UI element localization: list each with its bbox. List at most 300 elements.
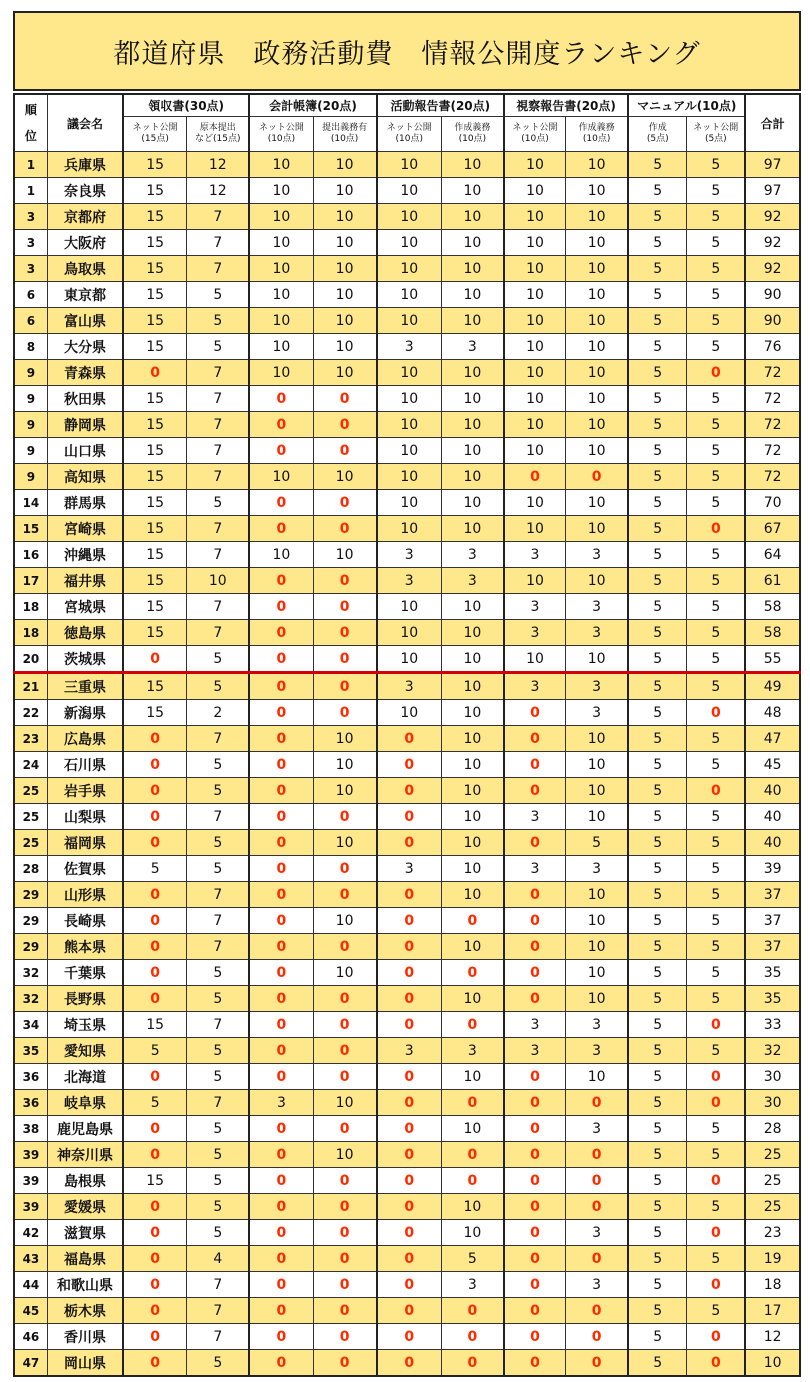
- score-cell: 15: [123, 438, 187, 464]
- table-row: [14, 1350, 800, 1377]
- score-cell: 3: [249, 1090, 313, 1116]
- score-cell: 5: [628, 726, 687, 752]
- total-cell: 76: [745, 334, 800, 360]
- score-cell: 0: [377, 908, 442, 934]
- score-cell: 0: [504, 1090, 566, 1116]
- score-cell: 5: [628, 490, 687, 516]
- score-cell: 0: [566, 1298, 629, 1324]
- score-cell: 10: [249, 464, 313, 490]
- assembly-name-cell: 鳥取県: [47, 256, 123, 282]
- score-cell: 7: [187, 438, 250, 464]
- rank-cell: 20: [14, 646, 47, 673]
- score-cell: 0: [249, 700, 313, 726]
- score-cell: 10: [377, 700, 442, 726]
- rank-cell: 36: [14, 1064, 47, 1090]
- score-cell: 3: [504, 856, 566, 882]
- score-cell: 3: [566, 620, 629, 646]
- score-cell: 5: [687, 620, 746, 646]
- score-cell: 15: [123, 542, 187, 568]
- score-cell: 5: [628, 804, 687, 830]
- score-cell: 0: [377, 1012, 442, 1038]
- score-cell: 0: [249, 1246, 313, 1272]
- score-cell: 0: [123, 726, 187, 752]
- score-cell: 5: [628, 464, 687, 490]
- score-cell: 0: [377, 1090, 442, 1116]
- score-cell: 5: [187, 856, 250, 882]
- assembly-name-cell: 山形県: [47, 882, 123, 908]
- total-cell: 48: [745, 700, 800, 726]
- assembly-name-cell: 埼玉県: [47, 1012, 123, 1038]
- score-cell: 3: [504, 673, 566, 700]
- score-cell: 7: [187, 412, 250, 438]
- score-cell: 5: [628, 778, 687, 804]
- score-cell: 0: [687, 700, 746, 726]
- score-cell: 5: [187, 1220, 250, 1246]
- score-cell: 10: [441, 152, 504, 178]
- score-cell: 0: [123, 752, 187, 778]
- rank-cell: 16: [14, 542, 47, 568]
- score-cell: 0: [123, 1142, 187, 1168]
- score-cell: 10: [566, 778, 629, 804]
- subheader-1-0: [249, 117, 313, 152]
- score-cell: 0: [504, 464, 566, 490]
- table-row: [14, 1142, 800, 1168]
- rank-cell: 21: [14, 673, 47, 700]
- score-cell: 10: [566, 334, 629, 360]
- score-cell: 0: [504, 882, 566, 908]
- score-cell: 0: [313, 568, 377, 594]
- score-cell: 10: [377, 516, 442, 542]
- score-cell: 5: [687, 1194, 746, 1220]
- score-cell: 0: [249, 882, 313, 908]
- table-row: [14, 752, 800, 778]
- score-cell: 10: [566, 386, 629, 412]
- score-cell: 5: [628, 152, 687, 178]
- assembly-name-cell: 佐賀県: [47, 856, 123, 882]
- rank-cell: 29: [14, 908, 47, 934]
- assembly-name-cell: 長野県: [47, 986, 123, 1012]
- score-cell: 15: [123, 1012, 187, 1038]
- total-header: 合計: [745, 94, 800, 152]
- score-cell: 5: [687, 804, 746, 830]
- score-cell: 0: [313, 986, 377, 1012]
- score-cell: 3: [441, 1038, 504, 1064]
- score-cell: 0: [313, 882, 377, 908]
- total-cell: 18: [745, 1272, 800, 1298]
- score-cell: 3: [504, 804, 566, 830]
- score-cell: 0: [377, 804, 442, 830]
- score-cell: 5: [628, 412, 687, 438]
- score-cell: 0: [441, 1350, 504, 1377]
- score-cell: 10: [566, 438, 629, 464]
- score-cell: 0: [313, 1350, 377, 1377]
- score-cell: 3: [441, 1272, 504, 1298]
- rank-cell: 44: [14, 1272, 47, 1298]
- score-cell: 10: [566, 516, 629, 542]
- subheader-line: 提出義務有: [322, 123, 368, 133]
- score-cell: 5: [687, 1298, 746, 1324]
- score-cell: 5: [187, 308, 250, 334]
- score-cell: 0: [123, 830, 187, 856]
- score-cell: 2: [187, 700, 250, 726]
- score-cell: 0: [123, 1220, 187, 1246]
- score-cell: 5: [628, 1272, 687, 1298]
- score-cell: 3: [566, 673, 629, 700]
- score-cell: 0: [249, 412, 313, 438]
- score-cell: 0: [313, 804, 377, 830]
- score-cell: 15: [123, 230, 187, 256]
- score-cell: 10: [566, 308, 629, 334]
- score-cell: 5: [628, 178, 687, 204]
- score-cell: 10: [504, 178, 566, 204]
- score-cell: 0: [313, 700, 377, 726]
- total-cell: 72: [745, 412, 800, 438]
- total-cell: 40: [745, 830, 800, 856]
- score-cell: 0: [123, 1272, 187, 1298]
- score-cell: 10: [504, 152, 566, 178]
- total-cell: 12: [745, 1324, 800, 1350]
- assembly-name-cell: 北海道: [47, 1064, 123, 1090]
- score-cell: 10: [249, 204, 313, 230]
- table-row: [14, 360, 800, 386]
- score-cell: 0: [249, 1012, 313, 1038]
- score-cell: 10: [566, 412, 629, 438]
- total-cell: 37: [745, 934, 800, 960]
- score-cell: 15: [123, 464, 187, 490]
- group-header-activity-report: 活動報告書(20点): [377, 94, 504, 117]
- score-cell: 5: [687, 646, 746, 673]
- table-row: [14, 1090, 800, 1116]
- score-cell: 3: [377, 568, 442, 594]
- table-row: [14, 908, 800, 934]
- score-cell: 0: [123, 1298, 187, 1324]
- score-cell: 15: [123, 178, 187, 204]
- score-cell: 10: [377, 308, 442, 334]
- score-cell: 5: [687, 752, 746, 778]
- table-row: [14, 778, 800, 804]
- assembly-name-cell: 奈良県: [47, 178, 123, 204]
- score-cell: 0: [313, 1246, 377, 1272]
- score-cell: 0: [687, 1168, 746, 1194]
- total-cell: 28: [745, 1116, 800, 1142]
- score-cell: 10: [313, 282, 377, 308]
- score-cell: 15: [123, 568, 187, 594]
- total-cell: 25: [745, 1142, 800, 1168]
- table-row: [14, 282, 800, 308]
- group-header-manual: マニュアル(10点): [628, 94, 745, 117]
- score-cell: 10: [313, 908, 377, 934]
- subheader-line: (5点): [646, 134, 669, 144]
- rank-header-line-2: 位: [24, 129, 37, 143]
- score-cell: 0: [441, 1142, 504, 1168]
- score-cell: 10: [441, 646, 504, 673]
- score-cell: 0: [566, 1142, 629, 1168]
- score-cell: 0: [377, 934, 442, 960]
- score-cell: 0: [504, 1168, 566, 1194]
- score-cell: 15: [123, 673, 187, 700]
- score-cell: 10: [377, 178, 442, 204]
- total-cell: 23: [745, 1220, 800, 1246]
- score-cell: 10: [249, 360, 313, 386]
- score-cell: 3: [441, 568, 504, 594]
- score-cell: 0: [123, 1116, 187, 1142]
- table-row: [14, 646, 800, 673]
- table-row: [14, 960, 800, 986]
- total-cell: 39: [745, 856, 800, 882]
- score-cell: 5: [187, 282, 250, 308]
- score-cell: 10: [249, 178, 313, 204]
- score-cell: 10: [441, 1064, 504, 1090]
- score-cell: 0: [377, 1142, 442, 1168]
- score-cell: 10: [377, 412, 442, 438]
- score-cell: 5: [628, 1246, 687, 1272]
- total-cell: 25: [745, 1168, 800, 1194]
- score-cell: 7: [187, 594, 250, 620]
- score-cell: 0: [566, 1324, 629, 1350]
- score-cell: 3: [504, 1012, 566, 1038]
- table-row: [14, 256, 800, 282]
- score-cell: 0: [249, 1298, 313, 1324]
- score-cell: 0: [504, 986, 566, 1012]
- assembly-name-cell: 長崎県: [47, 908, 123, 934]
- subheader-line: (15点): [141, 134, 169, 144]
- total-cell: 97: [745, 152, 800, 178]
- score-cell: 10: [441, 256, 504, 282]
- rank-cell: 39: [14, 1168, 47, 1194]
- rank-cell: 46: [14, 1324, 47, 1350]
- score-cell: 10: [377, 230, 442, 256]
- score-cell: 10: [377, 594, 442, 620]
- score-cell: 5: [687, 856, 746, 882]
- assembly-name-cell: 愛媛県: [47, 1194, 123, 1220]
- score-cell: 5: [687, 882, 746, 908]
- score-cell: 0: [687, 1272, 746, 1298]
- score-cell: 0: [313, 1324, 377, 1350]
- assembly-name-cell: 三重県: [47, 673, 123, 700]
- rank-cell: 18: [14, 594, 47, 620]
- score-cell: 5: [628, 204, 687, 230]
- score-cell: 0: [566, 1246, 629, 1272]
- ranking-rows: [14, 152, 800, 1377]
- score-cell: 0: [504, 1324, 566, 1350]
- score-cell: 5: [687, 960, 746, 986]
- score-cell: 10: [504, 360, 566, 386]
- score-cell: 7: [187, 256, 250, 282]
- rank-cell: 38: [14, 1116, 47, 1142]
- score-cell: 7: [187, 934, 250, 960]
- assembly-name-cell: 静岡県: [47, 412, 123, 438]
- score-cell: 0: [313, 516, 377, 542]
- total-cell: 72: [745, 438, 800, 464]
- score-cell: 5: [628, 934, 687, 960]
- score-cell: 10: [566, 960, 629, 986]
- score-cell: 0: [441, 908, 504, 934]
- score-cell: 0: [504, 830, 566, 856]
- score-cell: 5: [687, 334, 746, 360]
- score-cell: 0: [249, 568, 313, 594]
- score-cell: 5: [441, 1246, 504, 1272]
- score-cell: 10: [441, 204, 504, 230]
- score-cell: 10: [441, 752, 504, 778]
- assembly-name-cell: 熊本県: [47, 934, 123, 960]
- score-cell: 0: [504, 1272, 566, 1298]
- score-cell: 0: [123, 646, 187, 673]
- score-cell: 5: [187, 752, 250, 778]
- score-cell: 0: [566, 1168, 629, 1194]
- score-cell: 4: [187, 1246, 250, 1272]
- table-row: [14, 516, 800, 542]
- score-cell: 10: [313, 960, 377, 986]
- table-row: [14, 726, 800, 752]
- rank-cell: 9: [14, 412, 47, 438]
- score-cell: 0: [377, 1194, 442, 1220]
- table-header: [14, 94, 800, 152]
- score-cell: 5: [628, 700, 687, 726]
- score-cell: 0: [687, 516, 746, 542]
- score-cell: 5: [628, 1350, 687, 1377]
- score-cell: 0: [249, 646, 313, 673]
- score-cell: 10: [441, 516, 504, 542]
- subheader-line: (10点): [521, 134, 549, 144]
- total-cell: 32: [745, 1038, 800, 1064]
- score-cell: 0: [313, 490, 377, 516]
- total-cell: 72: [745, 386, 800, 412]
- score-cell: 7: [187, 1012, 250, 1038]
- score-cell: 3: [566, 1220, 629, 1246]
- rank-cell: 42: [14, 1220, 47, 1246]
- score-cell: 10: [313, 256, 377, 282]
- score-cell: 0: [687, 1324, 746, 1350]
- score-cell: 10: [313, 1142, 377, 1168]
- score-cell: 5: [187, 673, 250, 700]
- score-cell: 5: [687, 1246, 746, 1272]
- score-cell: 0: [377, 726, 442, 752]
- assembly-name-cell: 香川県: [47, 1324, 123, 1350]
- score-cell: 5: [687, 726, 746, 752]
- rank-cell: 6: [14, 282, 47, 308]
- score-cell: 5: [628, 230, 687, 256]
- score-cell: 7: [187, 204, 250, 230]
- total-cell: 40: [745, 778, 800, 804]
- score-cell: 0: [123, 986, 187, 1012]
- score-cell: 10: [313, 778, 377, 804]
- score-cell: 10: [504, 490, 566, 516]
- subheader-line: (10点): [330, 134, 359, 144]
- score-cell: 10: [249, 334, 313, 360]
- subheader-line: ネット公開: [512, 123, 558, 133]
- total-cell: 64: [745, 542, 800, 568]
- table-row: [14, 1012, 800, 1038]
- score-cell: 10: [249, 542, 313, 568]
- score-cell: 7: [187, 230, 250, 256]
- score-cell: 3: [566, 1272, 629, 1298]
- score-cell: 5: [123, 1038, 187, 1064]
- score-cell: 10: [441, 726, 504, 752]
- rank-cell: 9: [14, 438, 47, 464]
- total-cell: 37: [745, 882, 800, 908]
- score-cell: 10: [377, 386, 442, 412]
- score-cell: 10: [377, 490, 442, 516]
- score-cell: 10: [313, 752, 377, 778]
- score-cell: 5: [687, 934, 746, 960]
- table-row: [14, 152, 800, 178]
- score-cell: 10: [441, 882, 504, 908]
- score-cell: 0: [377, 882, 442, 908]
- assembly-name-cell: 島根県: [47, 1168, 123, 1194]
- total-cell: 55: [745, 646, 800, 673]
- table-row: [14, 934, 800, 960]
- score-cell: 5: [628, 568, 687, 594]
- score-cell: 5: [123, 1090, 187, 1116]
- table-row: [14, 412, 800, 438]
- score-cell: 10: [566, 1064, 629, 1090]
- score-cell: 0: [377, 1116, 442, 1142]
- subheader-4-1: [687, 117, 746, 152]
- score-cell: 0: [566, 1090, 629, 1116]
- score-cell: 10: [377, 256, 442, 282]
- score-cell: 10: [313, 360, 377, 386]
- score-cell: 10: [377, 646, 442, 673]
- score-cell: 5: [628, 620, 687, 646]
- score-cell: 0: [123, 882, 187, 908]
- score-cell: 10: [504, 230, 566, 256]
- score-cell: 10: [566, 256, 629, 282]
- table-row: [14, 204, 800, 230]
- score-cell: 10: [249, 282, 313, 308]
- score-cell: 5: [687, 230, 746, 256]
- rank-cell: 22: [14, 700, 47, 726]
- table-row: [14, 1116, 800, 1142]
- score-cell: 0: [249, 752, 313, 778]
- score-cell: 10: [504, 438, 566, 464]
- score-cell: 5: [628, 386, 687, 412]
- score-cell: 10: [504, 646, 566, 673]
- score-cell: 0: [687, 1090, 746, 1116]
- score-cell: 15: [123, 386, 187, 412]
- score-cell: 5: [628, 856, 687, 882]
- total-cell: 35: [745, 960, 800, 986]
- score-cell: 10: [441, 282, 504, 308]
- score-cell: 0: [249, 934, 313, 960]
- total-cell: 92: [745, 230, 800, 256]
- score-cell: 5: [628, 516, 687, 542]
- table-row: [14, 830, 800, 856]
- assembly-name-cell: 兵庫県: [47, 152, 123, 178]
- rank-cell: 3: [14, 204, 47, 230]
- score-cell: 0: [249, 1064, 313, 1090]
- score-cell: 0: [313, 1298, 377, 1324]
- score-cell: 10: [377, 464, 442, 490]
- score-cell: 0: [249, 1194, 313, 1220]
- score-cell: 10: [441, 386, 504, 412]
- score-cell: 5: [687, 1116, 746, 1142]
- score-cell: 0: [249, 1350, 313, 1377]
- rank-cell: 18: [14, 620, 47, 646]
- score-cell: 3: [377, 856, 442, 882]
- total-cell: 17: [745, 1298, 800, 1324]
- score-cell: 0: [377, 986, 442, 1012]
- score-cell: 10: [566, 204, 629, 230]
- score-cell: 5: [628, 646, 687, 673]
- score-cell: 10: [313, 308, 377, 334]
- total-cell: 92: [745, 204, 800, 230]
- total-cell: 58: [745, 594, 800, 620]
- score-cell: 0: [123, 1324, 187, 1350]
- score-cell: 12: [187, 178, 250, 204]
- score-cell: 5: [628, 360, 687, 386]
- subheader-row: [14, 117, 800, 152]
- score-cell: 0: [123, 360, 187, 386]
